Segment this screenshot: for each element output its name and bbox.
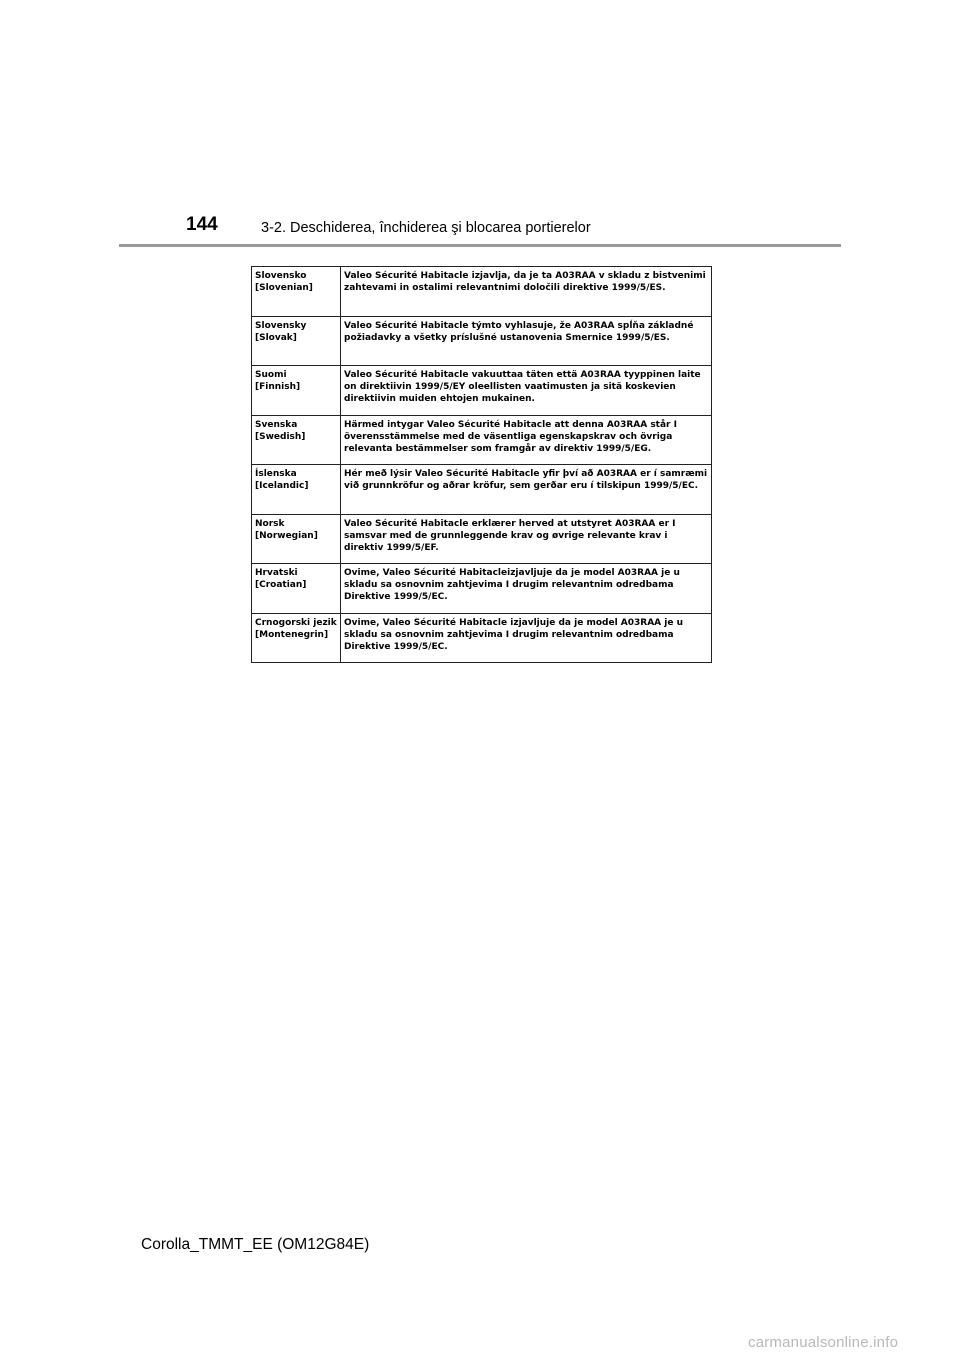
page-number: 144	[186, 214, 218, 235]
table-row	[252, 316, 712, 366]
table-row	[252, 465, 712, 515]
language-name: Hrvatski	[255, 568, 298, 578]
watermark-link[interactable]: carmanualsonline.info	[748, 1334, 899, 1351]
declaration-table-body	[252, 267, 712, 663]
declaration-text: Valeo Sécurité Habitacle erklærer herved at utstyret A03RAA er I samsvar med de grunnleggende krav og øvrige relevante krav i direktiv 1999/5/EF.	[341, 514, 712, 564]
language-english-name: [Swedish]	[255, 431, 306, 442]
language-name: Slovensko	[255, 271, 307, 281]
table-row	[252, 514, 712, 564]
declaration-text: Hér með lýsir Valeo Sécurité Habitacle yfir því að A03RAA er í samræmi við grunnkröfur og aðrar kröfur, sem gerðar eru í tilskipun 1999/5/EC.	[341, 465, 712, 515]
language-cell	[252, 465, 341, 515]
language-cell	[252, 514, 341, 564]
language-name: Slovensky	[255, 320, 307, 331]
language-english-name: [Norwegian]	[255, 530, 318, 541]
document-id: Corolla_TMMT_EE (OM12G84E)	[141, 1236, 370, 1253]
language-english-name: [Slovenian]	[255, 283, 313, 293]
table-row	[252, 613, 712, 663]
table-row	[252, 366, 712, 416]
language-cell	[252, 316, 341, 366]
language-cell	[252, 564, 341, 614]
language-english-name: [Finnish]	[255, 382, 301, 392]
language-english-name: [Montenegrin]	[255, 629, 329, 640]
declaration-text: Valeo Sécurité Habitacle vakuuttaa täten että A03RAA tyyppinen laite on direktiivin 1999/5/EY oleellisten vaatimusten ja sitä koskevien direktiivin muiden ehtojen mukainen.	[341, 366, 712, 416]
table-row	[252, 267, 712, 317]
language-english-name: [Slovak]	[255, 332, 297, 343]
language-cell	[252, 267, 341, 317]
language-name: Suomi	[255, 370, 287, 380]
declaration-text: Härmed intygar Valeo Sécurité Habitacle att denna A03RAA står I överensstämmelse med de väsentliga egenskapskrav och övriga relevanta bestämmelser som framgår av direktiv 1999/5/EG.	[341, 415, 712, 465]
table-row	[252, 415, 712, 465]
language-name: Norsk	[255, 518, 285, 529]
language-english-name: [Croatian]	[255, 580, 307, 590]
page-header	[0, 0, 960, 260]
language-name: Svenska	[255, 419, 298, 430]
language-cell	[252, 415, 341, 465]
section-title: 3-2. Deschiderea, închiderea şi blocarea portierelor	[261, 220, 591, 236]
declaration-text: Valeo Sécurité Habitacle týmto vyhlasuje, že A03RAA spĺňa základné požiadavky a všetky príslušné ustanovenia Smernice 1999/5/ES.	[341, 316, 712, 366]
language-cell	[252, 366, 341, 416]
language-name: Íslenska	[255, 469, 297, 479]
language-english-name: [Icelandic]	[255, 481, 309, 491]
declaration-text: Ovime, Valeo Sécurité Habitacle izjavljuje da je model A03RAA je u skladu sa osnovnim zahtjevima I drugim relevantnim odredbama Direktive 1999/5/EC.	[341, 613, 712, 663]
table-row	[252, 564, 712, 614]
header-divider	[119, 244, 841, 247]
language-cell	[252, 613, 341, 663]
declaration-text: Ovime, Valeo Sécurité Habitacleizjavljuje da je model A03RAA je u skladu sa osnovnim zahtjevima I drugim relevantnim odredbama Direktive 1999/5/EC.	[341, 564, 712, 614]
declaration-table-container	[251, 266, 712, 663]
declaration-text: Valeo Sécurité Habitacle izjavlja, da je ta A03RAA v skladu z bistvenimi zahtevami in ostalimi relevantnimi določili direktive 1999/5/ES.	[341, 267, 712, 317]
declaration-table	[251, 266, 712, 663]
language-name: Crnogorski jezik	[255, 617, 337, 628]
